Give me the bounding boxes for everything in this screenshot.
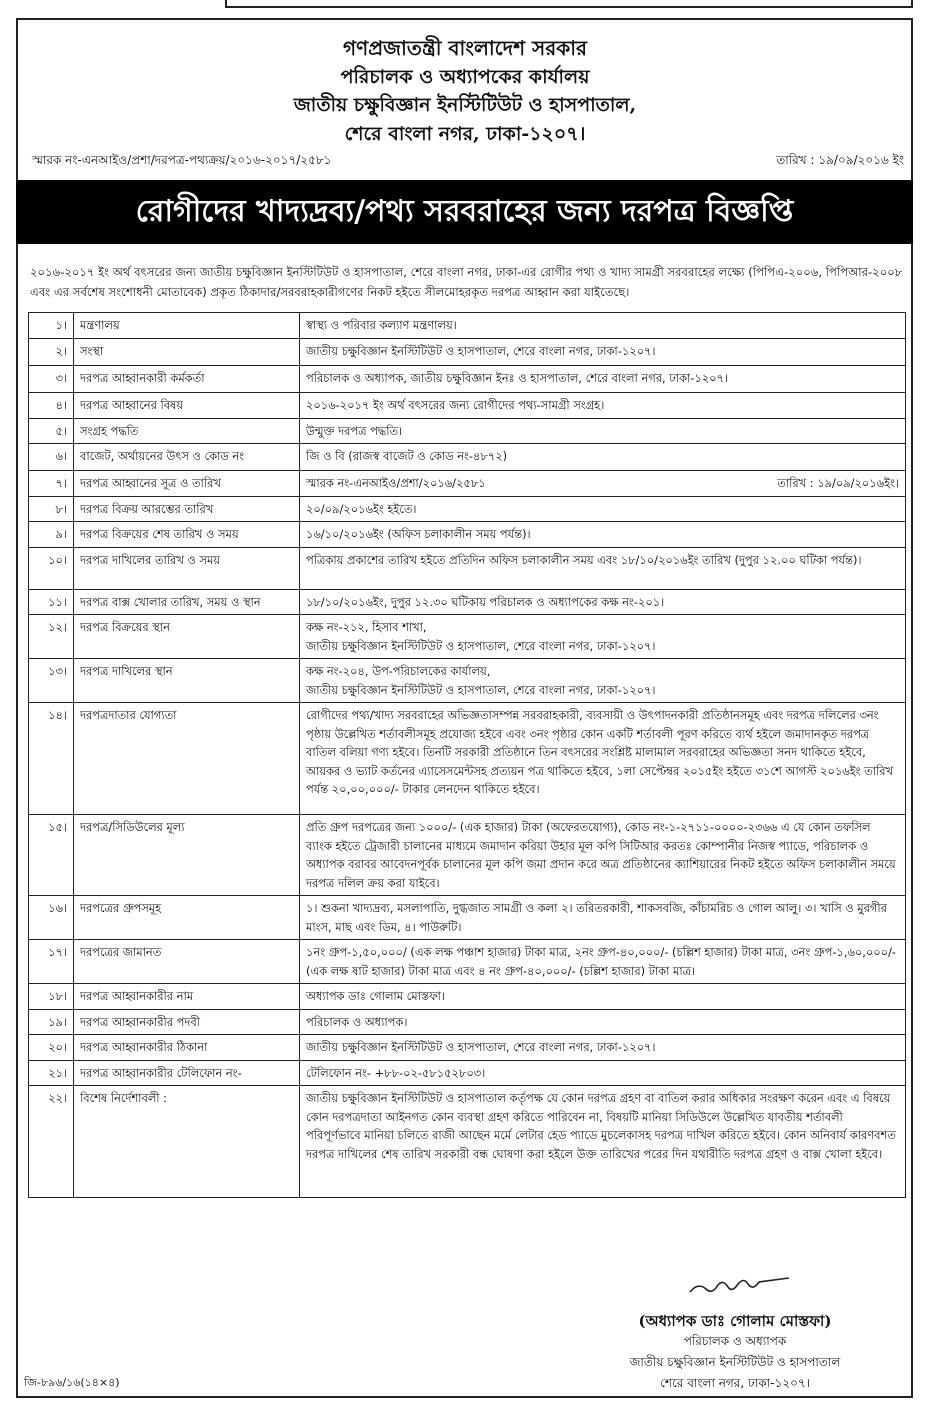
row-value-text: পত্রিকায় প্রকাশের তারিখ হইতে প্রতিদিন অফিস চলাকালীন সময় এবং ১৮/১০/২০১৬ইং তারিখ (দুপুর ১২.০০ ঘটিকা পর্যন্ত)। — [306, 552, 862, 567]
row-label: দরপত্রের জামানত — [74, 940, 300, 984]
row-label: বাজেট, অর্থায়নের উৎস ও কোড নং — [74, 444, 300, 471]
row-number: ১৯। — [29, 1009, 74, 1035]
memo-row — [32, 152, 904, 174]
header-government: গণপ্রজাতন্ত্রী বাংলাদেশ সরকার — [343, 36, 587, 60]
table-row — [29, 547, 906, 589]
header-office: পরিচালক ও অধ্যাপকের কার্যালয় — [340, 66, 590, 88]
row-value — [300, 1009, 906, 1035]
row-label: মন্ত্রণালয় — [74, 313, 300, 339]
row-number: ১৭। — [29, 940, 74, 984]
row-label: দরপত্রদাতার যোগ্যতা — [74, 703, 300, 815]
row-number: ২২। — [29, 1086, 74, 1198]
row-value-text: ২০/০৯/২০১৬ইং হইতে। — [306, 501, 417, 516]
table-row — [29, 615, 906, 659]
table-row — [29, 1009, 906, 1035]
row-value-text: প্রতি গ্রুপ দরপত্রের জন্য ১০০০/- (এক হাজার) টাকা (অফেরতযোগ্য), কোড নং-১-২৭১১-০০০০-২৩৬৬ এ যে কোন তফসিল ব্যাংক হইতে ট্রেজারী চালানের মাধ্যমে জমাদান করিয়া উহার মূল কপি সিটিআর করতঃ কোম্পানীর নিজস্ব প্যাডে, পরিচালক ও অধ্যাপক বরাবর আবেদনপূর্বক চালানের মূল কপি জমা প্রদান করে অত্র প্রতিষ্ঠানের ক্যাশিয়ারের নিকট হইতে অফিস চলাকালীন সময়ে দরপত্র দলিল ক্রয় করা যাইবে। — [306, 820, 896, 890]
row-number: ২০। — [29, 1035, 74, 1061]
row-value — [300, 338, 906, 365]
row-number: ১। — [29, 313, 74, 339]
row-value — [300, 984, 906, 1010]
row-value-text: ১নং গ্রুপ-১,৫০,০০০/ (এক লক্ষ পঞ্চাশ হাজার) টাকা মাত্র, ২নং গ্রুপ-৪০,০০০/- (চল্লিশ হাজার) টাকা মাত্র, ৩নং গ্রুপ-১,৬০,০০০/- (এক লক্ষ ষাট হাজার) টাকা মাত্র এবং ৪ নং গ্রুপ-৪০,০০০/- (চল্লিশ হাজার) টাকা মাত্র। — [306, 945, 897, 978]
row-number: ২। — [29, 338, 74, 365]
row-label: সংস্থা — [74, 338, 300, 365]
row-label: বিশেষ নির্দেশাবলী : — [74, 1086, 300, 1198]
row-value-text: জাতীয় চক্ষুবিজ্ঞান ইনস্টিটিউট ও হাসপাতাল, শেরে বাংলা নগর, ঢাকা-১২০৭। — [306, 343, 656, 358]
row-value-text: ১৬/১০/২০১৬ইং (অফিস চলাকালীন সময় পর্যন্ত)। — [306, 527, 531, 541]
row-label: দরপত্র আহ্বানের সূত্র ও তারিখ — [74, 471, 300, 497]
row-value-text: ২০১৬-২০১৭ ইং অর্থ বৎসরের জন্য রোগীদের পথ্য-সামগ্রী সংগ্রহ। — [306, 397, 605, 412]
row-label: সংগ্রহ পদ্ধতি — [74, 418, 300, 444]
row-number: ১৮। — [29, 984, 74, 1010]
signatory-institute: জাতীয় চক্ষুবিজ্ঞান ইনস্টিটিউট ও হাসপাতাল — [629, 1355, 841, 1369]
row-number: ১৫। — [29, 815, 74, 896]
row-value — [300, 1086, 906, 1198]
row-label: দরপত্র আহ্বানকারীর নাম — [74, 984, 300, 1010]
row-value — [300, 365, 906, 392]
table-row — [29, 984, 906, 1010]
row-value-text: ১৮/১০/২০১৬ইং, দুপুর ১২.৩০ ঘটিকায় পরিচালক ও অধ্যাপকের কক্ষ নং-২০১। — [306, 594, 665, 609]
row-value — [300, 471, 906, 497]
row-value — [300, 496, 906, 522]
table-row — [29, 1035, 906, 1061]
table-row — [29, 896, 906, 940]
row-value — [300, 589, 906, 615]
row-value — [300, 940, 906, 984]
row-label: দরপত্র/সিডিউলের মূল্য — [74, 815, 300, 896]
row-value-text: রোগীদের পথ্য/খাদ্য সরবরাহের অভিজ্ঞতাসম্পন্ন সরবরাহকারী, ব্যবসায়ী ও উৎপাদনকারী প্রতিষ্ঠানসমূহ এবং দরপত্র দলিলের ৩নং পৃষ্ঠায় উল্লেখিত শর্তাবলীসমূহ প্রযোজ্য হইবে এবং ৩নং পৃষ্ঠার কোন একটি শর্তাবলী পূরণ করিতে ব্যর্থ হইলে জমাদানকৃত দরপত্র বাতিল বলিয়া গণ্য হইবে। তিনটি সরকারী প্রতিষ্ঠানে তিন বৎসরের সংশ্লিষ্ট মালামাল সরবরাহের অভিজ্ঞতা সনদ থাকিতে হইবে, আয়কর ও ভ্যাট কর্তনের এ্যাসেসমেন্টসহ প্রত্যয়ন পত্র থাকিতে হইবে, ১লা সেপ্টেম্বর ২০১৫ইং হইতে ৩১শে আগস্ট ২০১৬ইং তারিখ পর্যন্ত ২০,০০,০০০/- টাকার লেনদেন থাকিতে হইবে। — [306, 708, 893, 796]
row-label: দরপত্র বিক্রয়ের স্থান — [74, 615, 300, 659]
row-number: ১০। — [29, 547, 74, 589]
table-row — [29, 313, 906, 339]
previous-ad-border — [225, 0, 913, 8]
row-value — [300, 615, 906, 659]
row-number: ১৩। — [29, 659, 74, 703]
row-value — [300, 418, 906, 444]
row-value-text: জাতীয় চক্ষুবিজ্ঞান ইনস্টিটিউট ও হাসপাতাল, শেরে বাংলা নগর, ঢাকা-১২০৭। — [306, 1040, 656, 1054]
table-row — [29, 815, 906, 896]
row-value — [300, 1060, 906, 1086]
row-value-text: পরিচালক ও অধ্যাপক, জাতীয় চক্ষুবিজ্ঞান ইনঃ ও হাসপাতাল, শেরে বাংলা নগর, ঢাকা-১২০৭। — [306, 370, 729, 385]
row-number: ২১। — [29, 1060, 74, 1086]
header-address: শেরে বাংলা নগর, ঢাকা-১২০৭। — [344, 123, 586, 145]
memo-reference: স্মারক নং-এনআইও/প্রশা/দরপত্র-পথ্যক্রয়/২০১৬-২০১৭/২৫৮১ — [32, 153, 332, 167]
memo-date: তারিখ : ১৯/০৯/২০১৬ ইং — [776, 153, 904, 167]
row-number: ৭। — [29, 471, 74, 497]
table-row — [29, 444, 906, 471]
row-number: ১৬। — [29, 896, 74, 940]
tender-details-table — [28, 312, 906, 1198]
row-number: ৬। — [29, 444, 74, 471]
row-value — [300, 522, 906, 548]
row-number: ৫। — [29, 418, 74, 444]
table-row — [29, 392, 906, 418]
row-value-text: জাতীয় চক্ষুবিজ্ঞান ইনস্টিটিউট ও হাসপাতাল কর্তৃপক্ষ যে কোন দরপত্র গ্রহণ বা বাতিল করার অধিকার সংরক্ষণ করেন এবং এ বিষয়ে কোন দরপত্রদাতা আইনগত কোন ব্যবস্থা গ্রহণ করিতে পারিবেন না, বিষয়টি মানিয়া সিডিউলে উল্লেখিত যাবতীয় শর্তাবলী পরিপূর্ণভাবে মানিয়া চলিতে রাজী আছেন মর্মে লেটার হেড প্যাডে মুচলেকাসহ দরপত্র দাখিল করিতে হইবে। কোন অনিবার্য কারণবশত দরপত্র দাখিলের শেষ তারিখ সরকারী বন্ধ ঘোষণা করা হইলে উক্ত তারিখের পরের দিন যথারীতি দরপত্র গ্রহণ ও বাক্স খোলা হইবে। — [306, 1091, 896, 1161]
row-value-text: উন্মুক্ত দরপত্র পদ্ধতি। — [306, 423, 403, 438]
row-value-text: পরিচালক ও অধ্যাপক। — [306, 1014, 408, 1029]
table-row — [29, 496, 906, 522]
row-label: দরপত্র আহ্বানকারীর পদবী — [74, 1009, 300, 1035]
row-value-text: কক্ষ নং-২১২, হিসাব শাখা, জাতীয় চক্ষুবিজ্ঞান ইনস্টিটিউট ও হাসপাতাল, শেরে বাংলা নগর, ঢাকা-১২০৭। — [306, 620, 656, 653]
row-number: ১২। — [29, 615, 74, 659]
table-row — [29, 1086, 906, 1198]
notice-title: রোগীদের খাদ্যদ্রব্য/পথ্য সরবরাহের জন্য দরপত্র বিজ্ঞপ্তি — [16, 180, 913, 244]
row-value-text: জি ও বি (রাজস্ব বাজেট ও কোড নং-৪৮৭২) — [306, 449, 508, 463]
row-value-text: স্মারক নং-এনআইও/প্রশা/২০১৬/২৫৮১ — [306, 476, 486, 490]
row-value — [300, 444, 906, 471]
row-value — [300, 896, 906, 940]
table-row — [29, 522, 906, 548]
row-label: দরপত্র আহ্বানকারীর ঠিকানা — [74, 1035, 300, 1061]
row-label: দরপত্র আহ্বানের বিষয় — [74, 392, 300, 418]
table-row — [29, 589, 906, 615]
row-label: দরপত্র বাক্স খোলার তারিখ, সময় ও স্থান — [74, 589, 300, 615]
row-value — [300, 703, 906, 815]
table-row — [29, 418, 906, 444]
footer-code: জি-৮৯৬/১৬(১৪×৪) — [24, 1376, 120, 1389]
row-value — [300, 1035, 906, 1061]
row-label: দরপত্র বিক্রয়ের শেষ তারিখ ও সময় — [74, 522, 300, 548]
signatory-designation: পরিচালক ও অধ্যাপক — [683, 1334, 787, 1348]
row-label: দরপত্র আহ্বানকারী কর্মকর্তা — [74, 365, 300, 392]
row-number: ১৪। — [29, 703, 74, 815]
row-value-date: তারিখ : ১৯/০৯/২০১৬ইং। — [777, 476, 899, 490]
table-row — [29, 703, 906, 815]
table-row — [29, 659, 906, 703]
row-value — [300, 392, 906, 418]
row-number: ১১। — [29, 589, 74, 615]
row-value-text: ১। শুকনা খাদ্যদ্রব্য, মসলাপাতি, দুগ্ধজাত সামগ্রী ও কলা ২। তরিতরকারী, শাকসবজি, কাঁচামরিচ ও গোল আলু। ৩। খাসি ও মুরগীর মাংস, মাছ এবং ডিম, ৪। পাউরুটি। — [306, 901, 887, 934]
row-value — [300, 659, 906, 703]
row-value — [300, 547, 906, 589]
row-label: দরপত্র দাখিলের তারিখ ও সময় — [74, 547, 300, 589]
row-number: ৮। — [29, 496, 74, 522]
row-value-text: টেলিফোন নং- +৮৮-০২-৫৮১৫২৮০৩। — [306, 1065, 486, 1080]
row-label: দরপত্রের গ্রুপসমূহ — [74, 896, 300, 940]
table-row — [29, 940, 906, 984]
table-row — [29, 471, 906, 497]
row-number: ৯। — [29, 522, 74, 548]
row-value — [300, 313, 906, 339]
table-row — [29, 365, 906, 392]
row-value — [300, 815, 906, 896]
row-value-text: অধ্যাপক ডাঃ গোলাম মোস্তফা। — [306, 989, 445, 1003]
row-label: দরপত্র বিক্রয় আরম্ভের তারিখ — [74, 496, 300, 522]
intro-paragraph: ২০১৬-২০১৭ ইং অর্থ বৎসরের জন্য জাতীয় চক্ষুবিজ্ঞান ইনস্টিটিউট ও হাসপাতাল, শেরে বাংলা নগর, ঢাকা-এর রোগীর পথ্য ও খাদ্য সামগ্রী সরবরাহের লক্ষ্যে (পিপিএ-২০০৬, পিপিআর-২০০৮ এবং এর সর্বশেষ সংশোধনী মোতাবেক) প্রকৃত ঠিকাদার/সরবরাহকারীগণের নিকট হইতে সীলমোহরকৃত দরপত্র আহ্বান করা যাইতেছে। — [30, 265, 903, 299]
table-row — [29, 338, 906, 365]
signatory-address: শেরে বাংলা নগর, ঢাকা-১২০৭। — [660, 1376, 810, 1390]
row-value-text: স্বাস্থ্য ও পরিবার কল্যাণ মন্ত্রণালয়। — [306, 318, 457, 332]
row-number: ৩। — [29, 365, 74, 392]
table-row — [29, 1060, 906, 1086]
row-label: দরপত্র আহ্বানকারীর টেলিফোন নং- — [74, 1060, 300, 1086]
row-number: ৪। — [29, 392, 74, 418]
header-institute: জাতীয় চক্ষুবিজ্ঞান ইনস্টিটিউট ও হাসপাতাল, — [293, 94, 637, 116]
row-label: দরপত্র দাখিলের স্থান — [74, 659, 300, 703]
signatory-name: (অধ্যাপক ডাঃ গোলাম মোস্তফা) — [638, 1312, 832, 1330]
row-value-text: কক্ষ নং-২০৪, উপ-পরিচালকের কার্যালয়, জাতীয় চক্ষুবিজ্ঞান ইনস্টিটিউট ও হাসপাতাল, শেরে বাংলা নগর, ঢাকা-১২০৭। — [306, 664, 656, 697]
